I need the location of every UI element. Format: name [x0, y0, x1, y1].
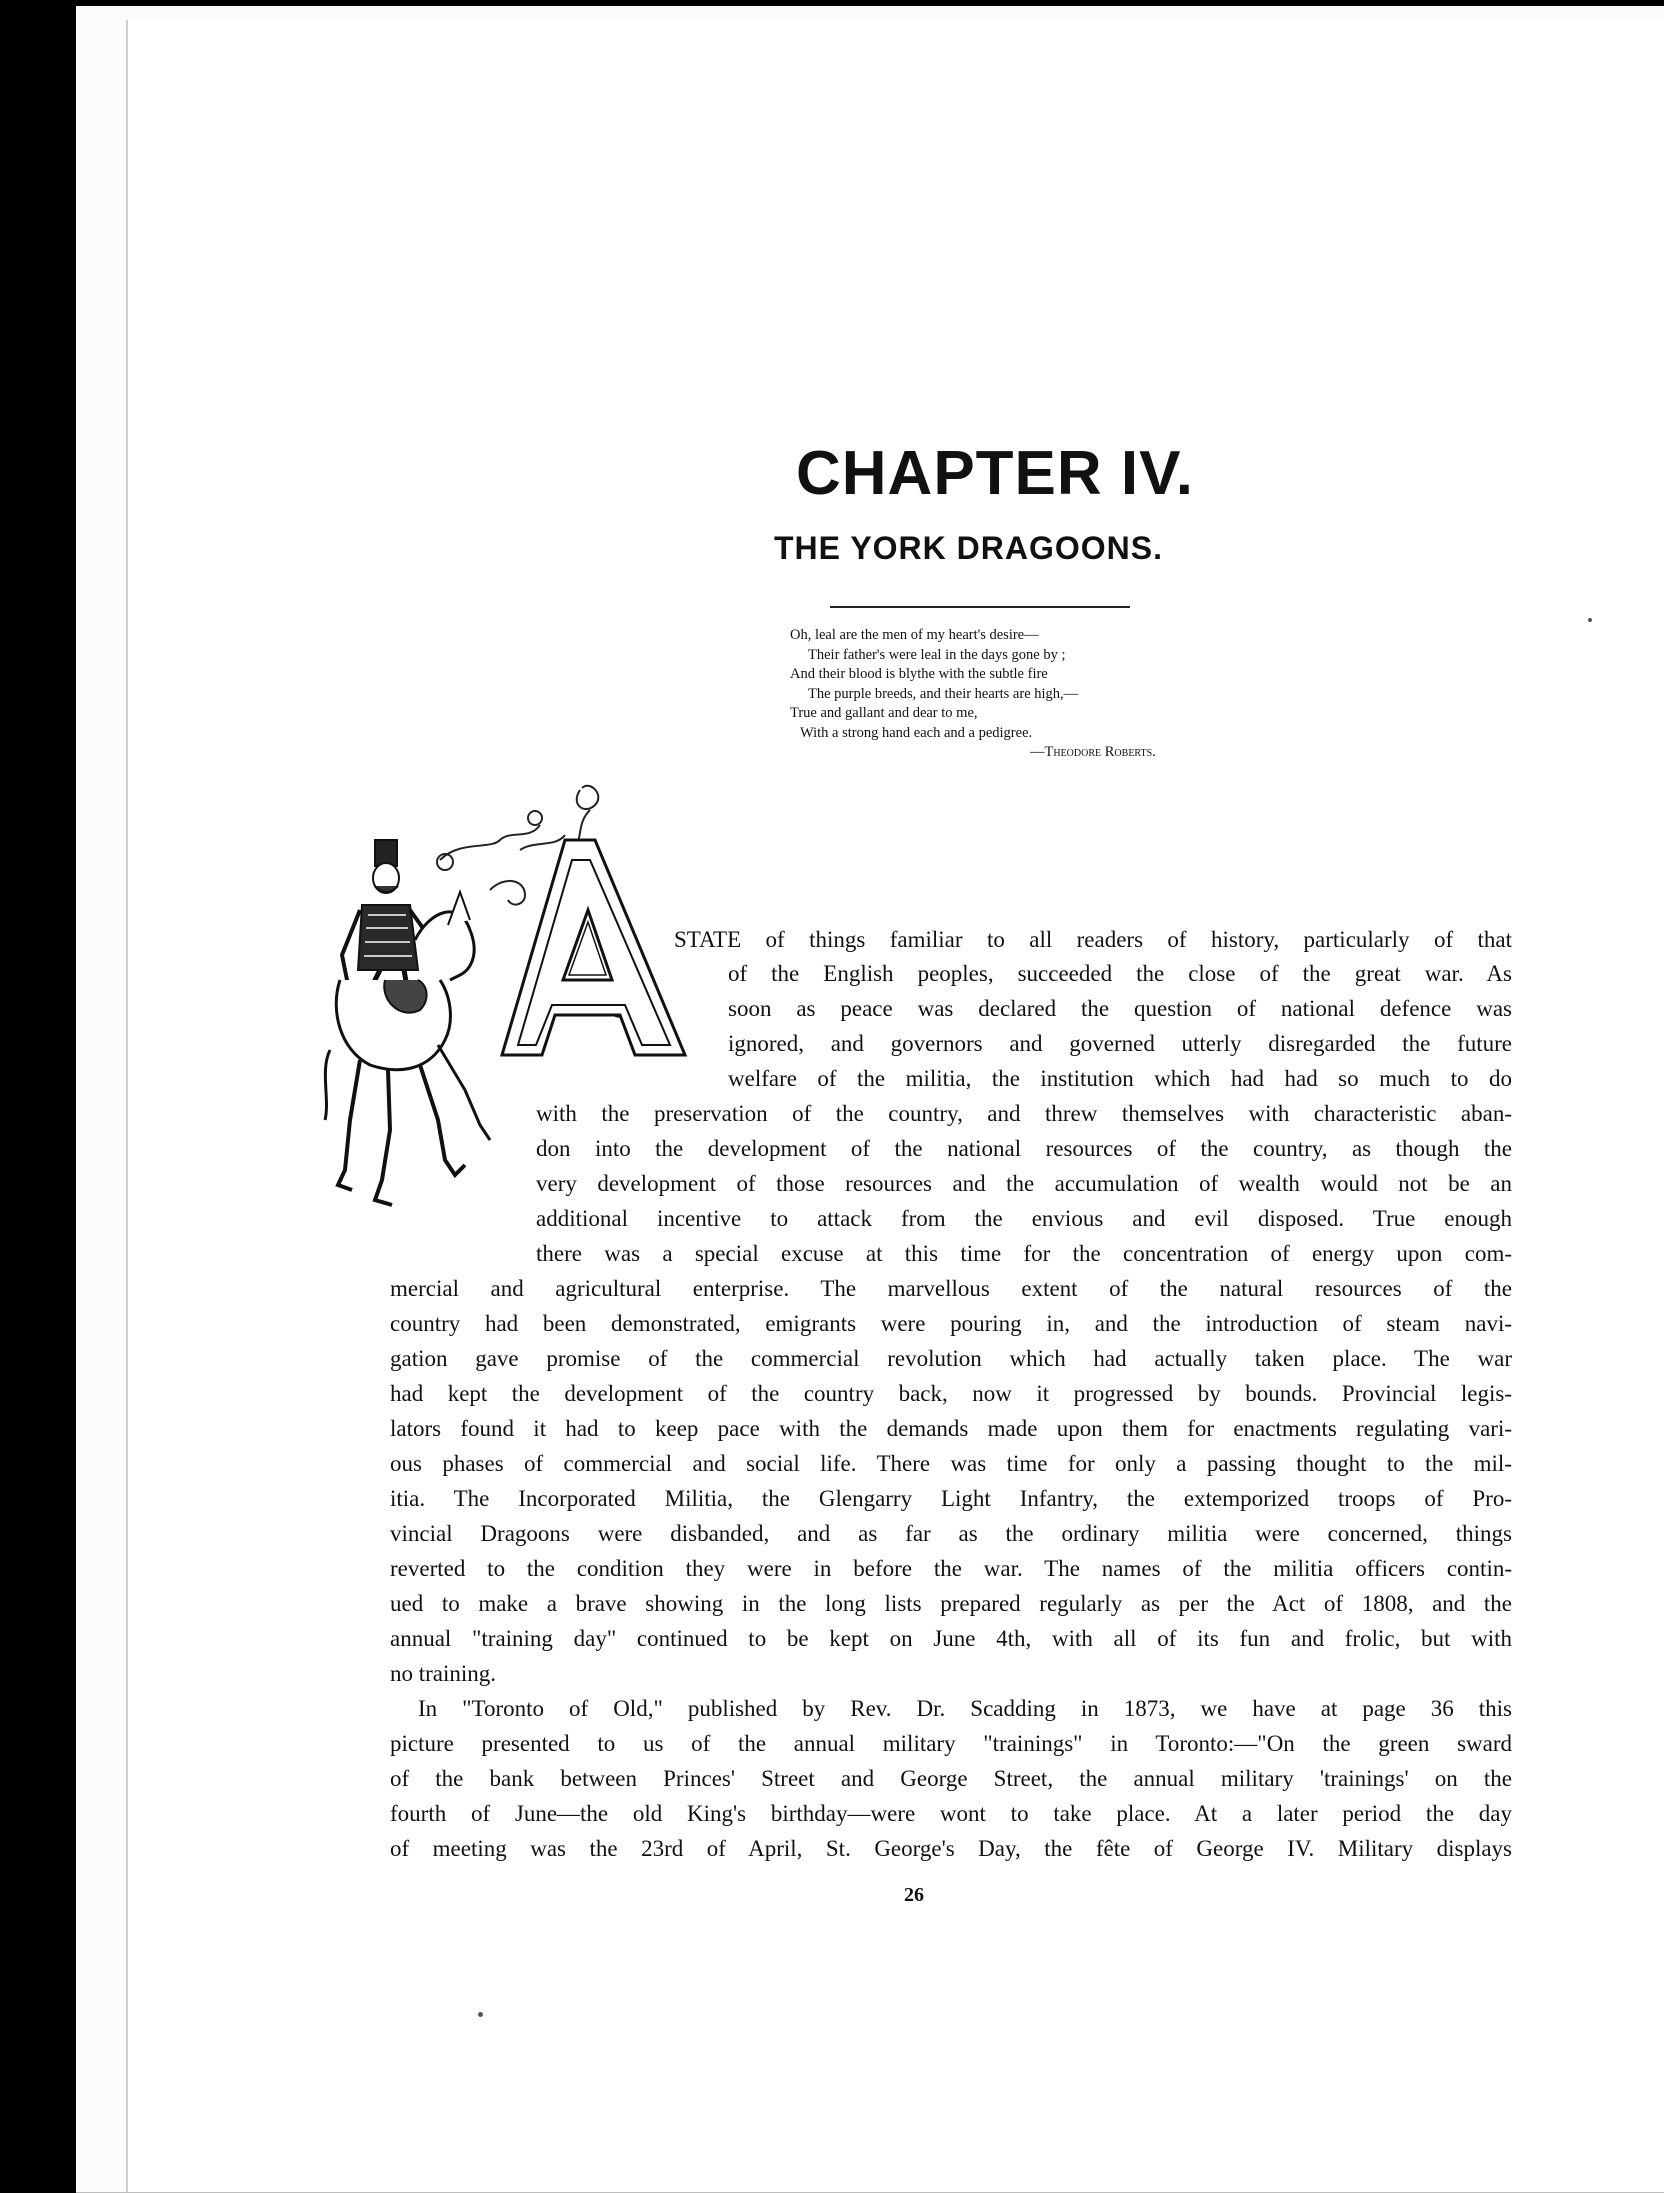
text-line: ignored, and governors and governed utterly disregarded the future — [728, 1031, 1512, 1056]
text-line: reverted to the condition they were in before the war. The names of the militia officers contin- — [390, 1556, 1512, 1581]
text-line: ued to make a brave showing in the long lists prepared regularly as per the Act of 1808, and the — [390, 1591, 1512, 1616]
text-line: mercial and agricultural enterprise. The marvellous extent of the natural resources of the — [390, 1276, 1512, 1301]
text-line: soon as peace was declared the question of national defence was — [728, 996, 1512, 1021]
text-line: with the preservation of the country, and threw themselves with characteristic aban- — [536, 1101, 1512, 1126]
text-line: annual "training day" continued to be kept on June 4th, with all of its fun and frolic, but with — [390, 1626, 1512, 1651]
text-line: fourth of June—the old King's birthday—were wont to take place. At a later period the day — [390, 1801, 1512, 1826]
text-line: country had been demonstrated, emigrants were pouring in, and the introduction of steam navi- — [390, 1311, 1512, 1336]
text-line: of the bank between Princes' Street and George Street, the annual military 'trainings' on the — [390, 1766, 1512, 1791]
poem-line: The purple breeds, and their hearts are high,— — [808, 685, 1079, 702]
poem-line: True and gallant and dear to me, — [790, 705, 978, 721]
text-line: no training. — [390, 1661, 497, 1686]
text-line: very development of those resources and the accumulation of wealth would not be an — [536, 1171, 1512, 1196]
epigraph-poem — [790, 626, 1156, 763]
chapter-subtitle: THE YORK DRAGOONS. — [774, 530, 1163, 566]
text-line: there was a special excuse at this time for the concentration of energy upon com- — [536, 1241, 1512, 1266]
dropcap-letter-a — [502, 840, 685, 1055]
text-line: lators found it had to keep pace with the demands made upon them for enactments regulating vari- — [390, 1416, 1512, 1441]
body-text — [390, 1271, 1512, 1866]
poem-line: Oh, leal are the men of my heart's desire— — [790, 627, 1039, 643]
body-text — [536, 1096, 1512, 1271]
body-text — [660, 922, 1512, 957]
text-line: vincial Dragoons were disbanded, and as far as the ordinary militia were concerned, things — [390, 1521, 1512, 1546]
text-line: of the English peoples, succeeded the close of the great war. As — [728, 961, 1512, 986]
text-line: picture presented to us of the annual military "trainings" in Toronto:—"On the green sward — [390, 1731, 1512, 1756]
title-rule — [830, 606, 1130, 608]
text-line: gation gave promise of the commercial revolution which had actually taken place. The war — [390, 1346, 1512, 1371]
text-line: In "Toronto of Old," published by Rev. Dr. Scadding in 1873, we have at page 36 this — [418, 1696, 1512, 1721]
text-line: ous phases of commercial and social life. There was time for only a passing thought to the mil- — [390, 1451, 1512, 1476]
text-line: welfare of the militia, the institution which had had so much to do — [728, 1066, 1512, 1091]
ink-spot — [478, 2012, 483, 2017]
mounted-dragoon-icon — [325, 840, 490, 1205]
chapter-title: CHAPTER IV. — [796, 439, 1195, 508]
poem-line: Their father's were leal in the days gone by ; — [808, 646, 1066, 663]
poem-attribution: —Theodore Roberts. — [1030, 744, 1156, 760]
body-text — [728, 956, 1512, 1096]
page-number: 26 — [904, 1884, 924, 1906]
text-line: additional incentive to attack from the envious and evil disposed. True enough — [536, 1206, 1512, 1231]
text-line: had kept the development of the country back, now it progressed by bounds. Provincial legis- — [390, 1381, 1512, 1406]
text-line: itia. The Incorporated Militia, the Glengarry Light Infantry, the extemporized troops of Pro- — [390, 1486, 1512, 1511]
ink-spot — [1588, 618, 1592, 622]
text-line: of meeting was the 23rd of April, St. George's Day, the fête of George IV. Military displays — [390, 1836, 1512, 1861]
poem-line: And their blood is blythe with the subtle fire — [790, 666, 1048, 682]
text-line: STATE of things familiar to all readers of history, particularly of that — [674, 927, 1512, 952]
poem-line: With a strong hand each and a pedigree. — [800, 724, 1033, 741]
text-line: don into the development of the national resources of the country, as though the — [536, 1136, 1512, 1161]
